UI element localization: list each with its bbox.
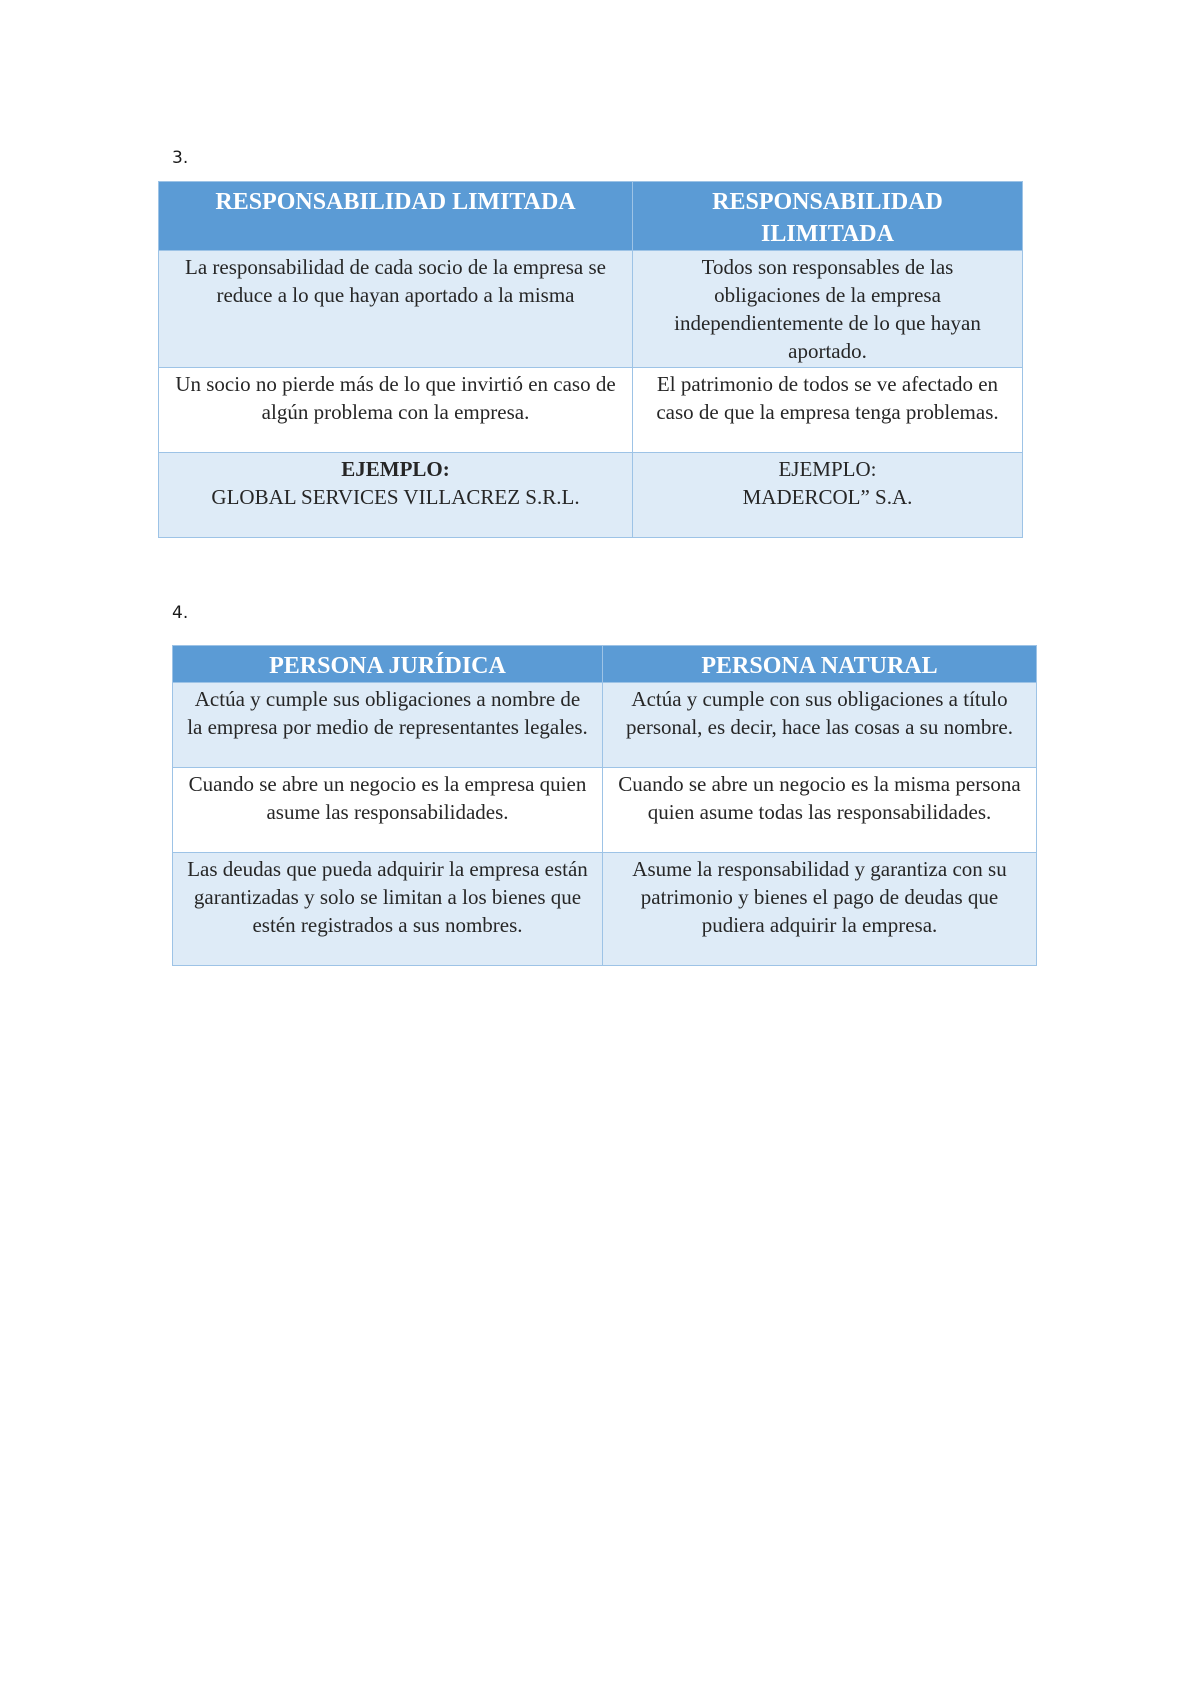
person-type-comparison-table — [172, 645, 1037, 966]
table-header-row — [173, 646, 1037, 683]
table-row — [173, 853, 1037, 966]
liability-comparison-table — [158, 181, 1023, 538]
table-cell: La responsabilidad de cada socio de la empresa se reduce a lo que hayan aportado a la misma — [159, 251, 633, 368]
table-row — [173, 768, 1037, 853]
table-row — [173, 683, 1037, 768]
example-label: EJEMPLO: — [778, 457, 877, 481]
section-number-4: 4. — [172, 603, 189, 623]
example-cell-unlimited — [633, 453, 1023, 538]
example-cell-limited — [159, 453, 633, 538]
table-cell: Asume la responsabilidad y garantiza con su patrimonio y bienes el pago de deudas que pudiera adquirir la empresa. — [603, 853, 1037, 966]
header-natural-person: PERSONA NATURAL — [603, 646, 1037, 683]
table-cell: Cuando se abre un negocio es la misma persona quien asume todas las responsabilidades. — [603, 768, 1037, 853]
table-cell: Actúa y cumple sus obligaciones a nombre de la empresa por medio de representantes legales. — [173, 683, 603, 768]
example-label: EJEMPLO: — [341, 457, 450, 481]
table-cell: Las deudas que pueda adquirir la empresa están garantizadas y solo se limitan a los bienes que estén registrados a sus nombres. — [173, 853, 603, 966]
table-cell: El patrimonio de todos se ve afectado en caso de que la empresa tenga problemas. — [633, 368, 1023, 453]
header-unlimited-liability: RESPONSABILIDAD ILIMITADA — [633, 182, 1023, 251]
header-legal-person: PERSONA JURÍDICA — [173, 646, 603, 683]
table-header-row — [159, 182, 1023, 251]
table-row — [159, 368, 1023, 453]
table-cell: Un socio no pierde más de lo que invirtió en caso de algún problema con la empresa. — [159, 368, 633, 453]
example-row — [159, 453, 1023, 538]
example-company: GLOBAL SERVICES VILLACREZ S.R.L. — [211, 485, 580, 509]
table-cell: Cuando se abre un negocio es la empresa quien asume las responsabilidades. — [173, 768, 603, 853]
section-number-3: 3. — [172, 148, 189, 168]
table-cell: Actúa y cumple con sus obligaciones a título personal, es decir, hace las cosas a su nombre. — [603, 683, 1037, 768]
table-cell: Todos son responsables de las obligaciones de la empresa independientemente de lo que hayan aportado. — [633, 251, 1023, 368]
example-company: MADERCOL” S.A. — [742, 485, 913, 509]
header-limited-liability: RESPONSABILIDAD LIMITADA — [159, 182, 633, 251]
table-row — [159, 251, 1023, 368]
